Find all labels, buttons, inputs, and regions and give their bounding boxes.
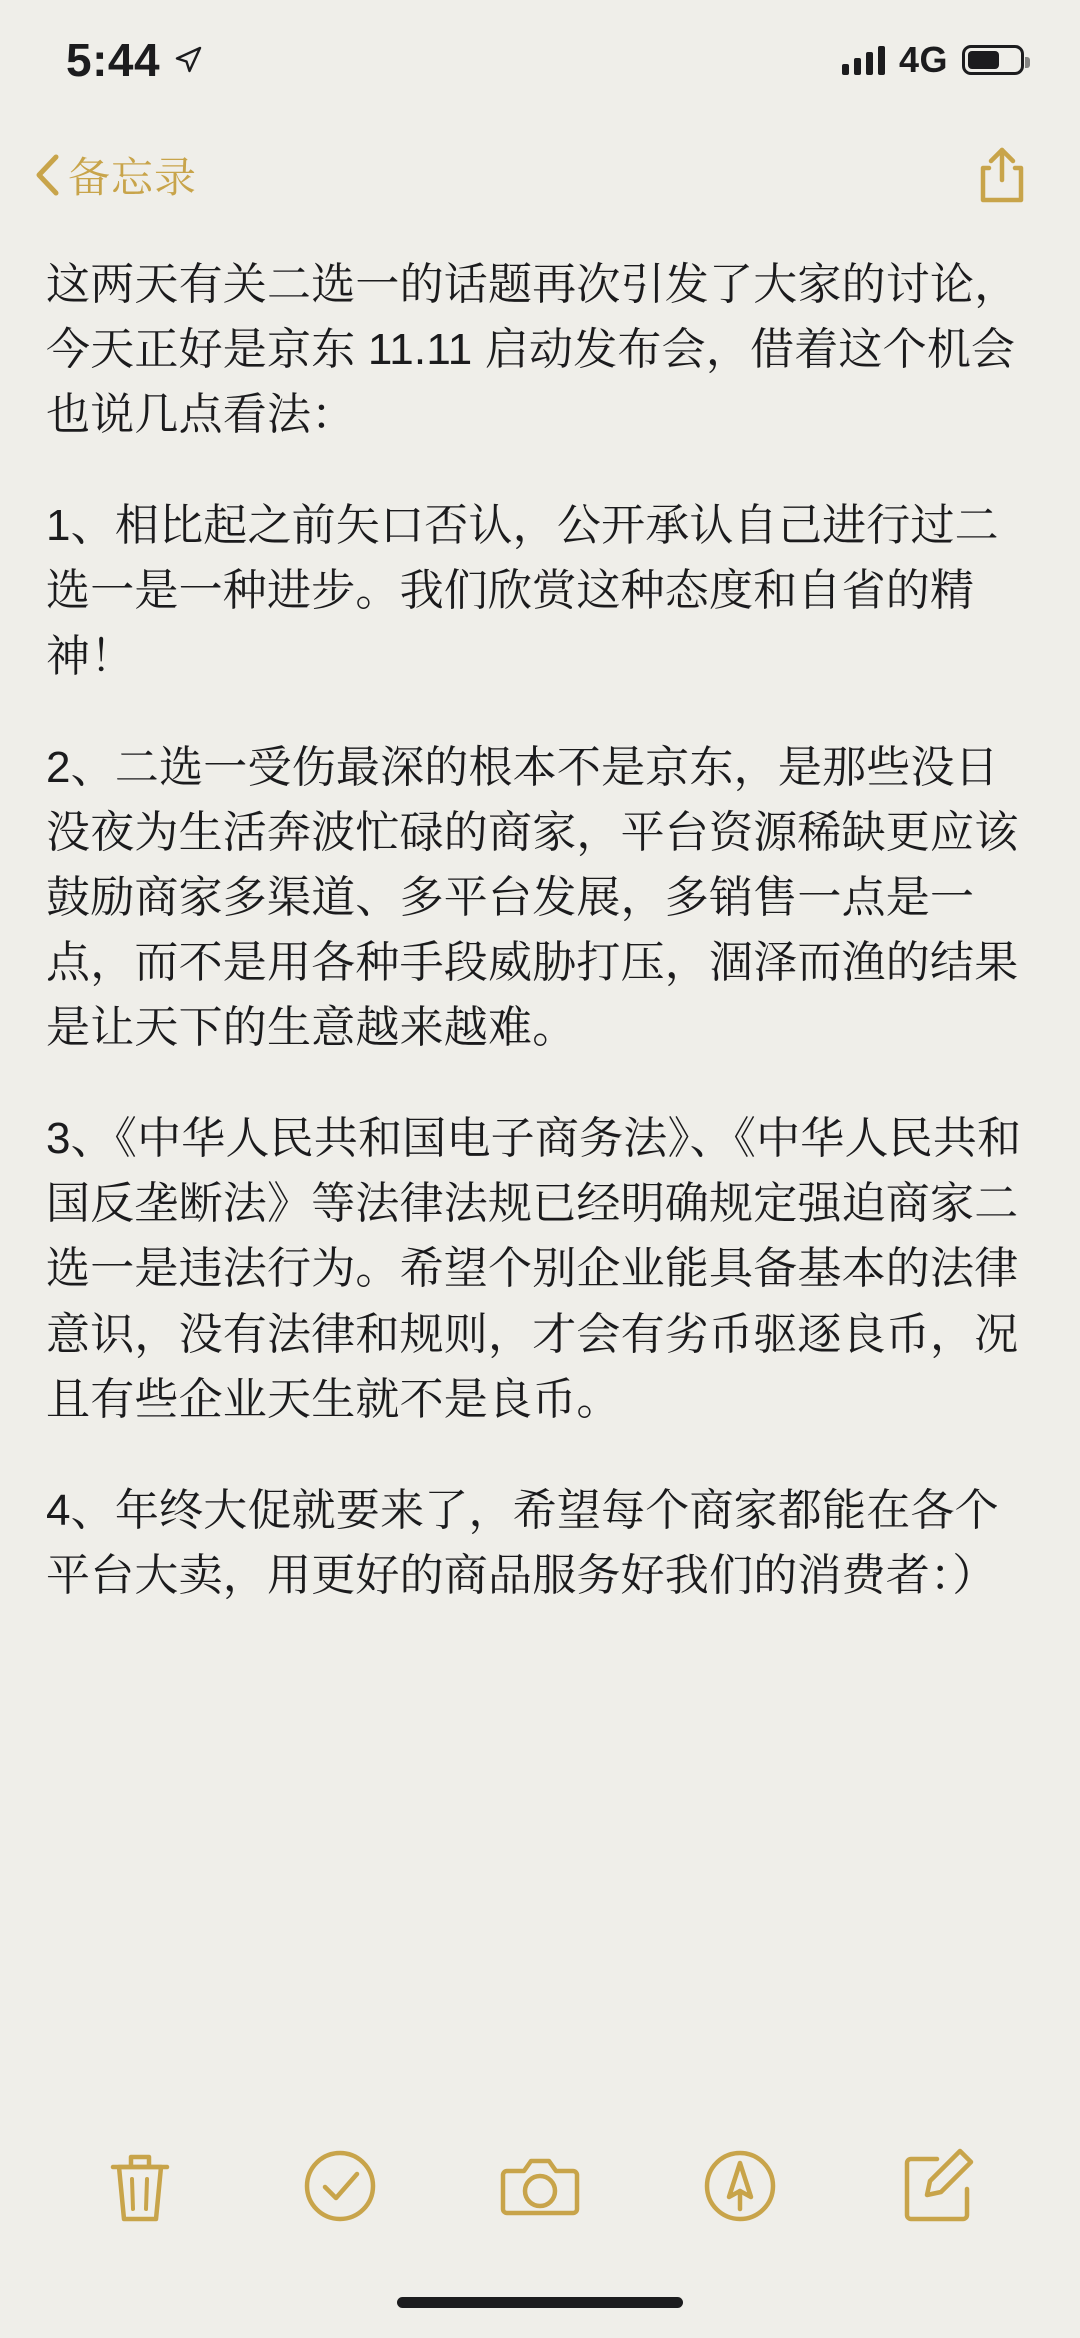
note-paragraph: 这两天有关二选一的话题再次引发了大家的讨论，今天正好是京东 11.11 启动发布会，借着这个机会也说几点看法： bbox=[46, 260, 1019, 440]
note-paragraph: 3、《中华人民共和国电子商务法》、《中华人民共和国反垄断法》等法律法规已经明确规定强迫商家二选一是违法行为。希望个别企业能具备基本的法律意识，没有法律和规则，才会有劣币驱逐良币，况且有些企业天生就不是良币。 bbox=[46, 1114, 1022, 1424]
note-paragraph: 1、相比起之前矢口否认，公开承认自己进行过二选一是一种进步。我们欣赏这种态度和自省的精神！ bbox=[46, 501, 999, 681]
back-button[interactable] bbox=[34, 145, 197, 205]
compose-icon[interactable] bbox=[897, 2143, 983, 2229]
navigation-bar bbox=[0, 120, 1080, 230]
status-bar bbox=[0, 0, 1080, 120]
status-bar-left bbox=[66, 33, 202, 87]
note-paragraph: 4、年终大促就要来了，希望每个商家都能在各个平台大卖，用更好的商品服务好我们的消费者：） bbox=[46, 1485, 999, 1600]
back-button-label: 备忘录 bbox=[68, 154, 198, 201]
home-indicator[interactable] bbox=[397, 2297, 683, 2308]
battery-icon bbox=[962, 45, 1024, 75]
bottom-toolbar bbox=[0, 2120, 1080, 2252]
network-type-label: 4G bbox=[898, 39, 948, 80]
status-bar-right bbox=[842, 39, 1024, 81]
checklist-circle-icon[interactable] bbox=[297, 2143, 383, 2229]
status-time: 5:44 bbox=[66, 34, 161, 86]
cellular-signal-icon bbox=[842, 45, 885, 75]
note-paragraph: 2、二选一受伤最深的根本不是京东，是那些没日没夜为生活奔波忙碌的商家，平台资源稀缺更应该鼓励商家多渠道、多平台发展，多销售一点是一点，而不是用各种手段威胁打压，涸泽而渔的结果是让天下的生意越来越难。 bbox=[46, 742, 1019, 1053]
location-arrow-icon bbox=[174, 46, 202, 74]
share-icon[interactable] bbox=[976, 146, 1028, 204]
chevron-left-icon bbox=[34, 153, 60, 197]
note-content[interactable] bbox=[0, 230, 1080, 2120]
markup-pen-circle-icon[interactable] bbox=[697, 2143, 783, 2229]
trash-icon[interactable] bbox=[97, 2143, 183, 2229]
camera-icon[interactable] bbox=[497, 2143, 583, 2229]
